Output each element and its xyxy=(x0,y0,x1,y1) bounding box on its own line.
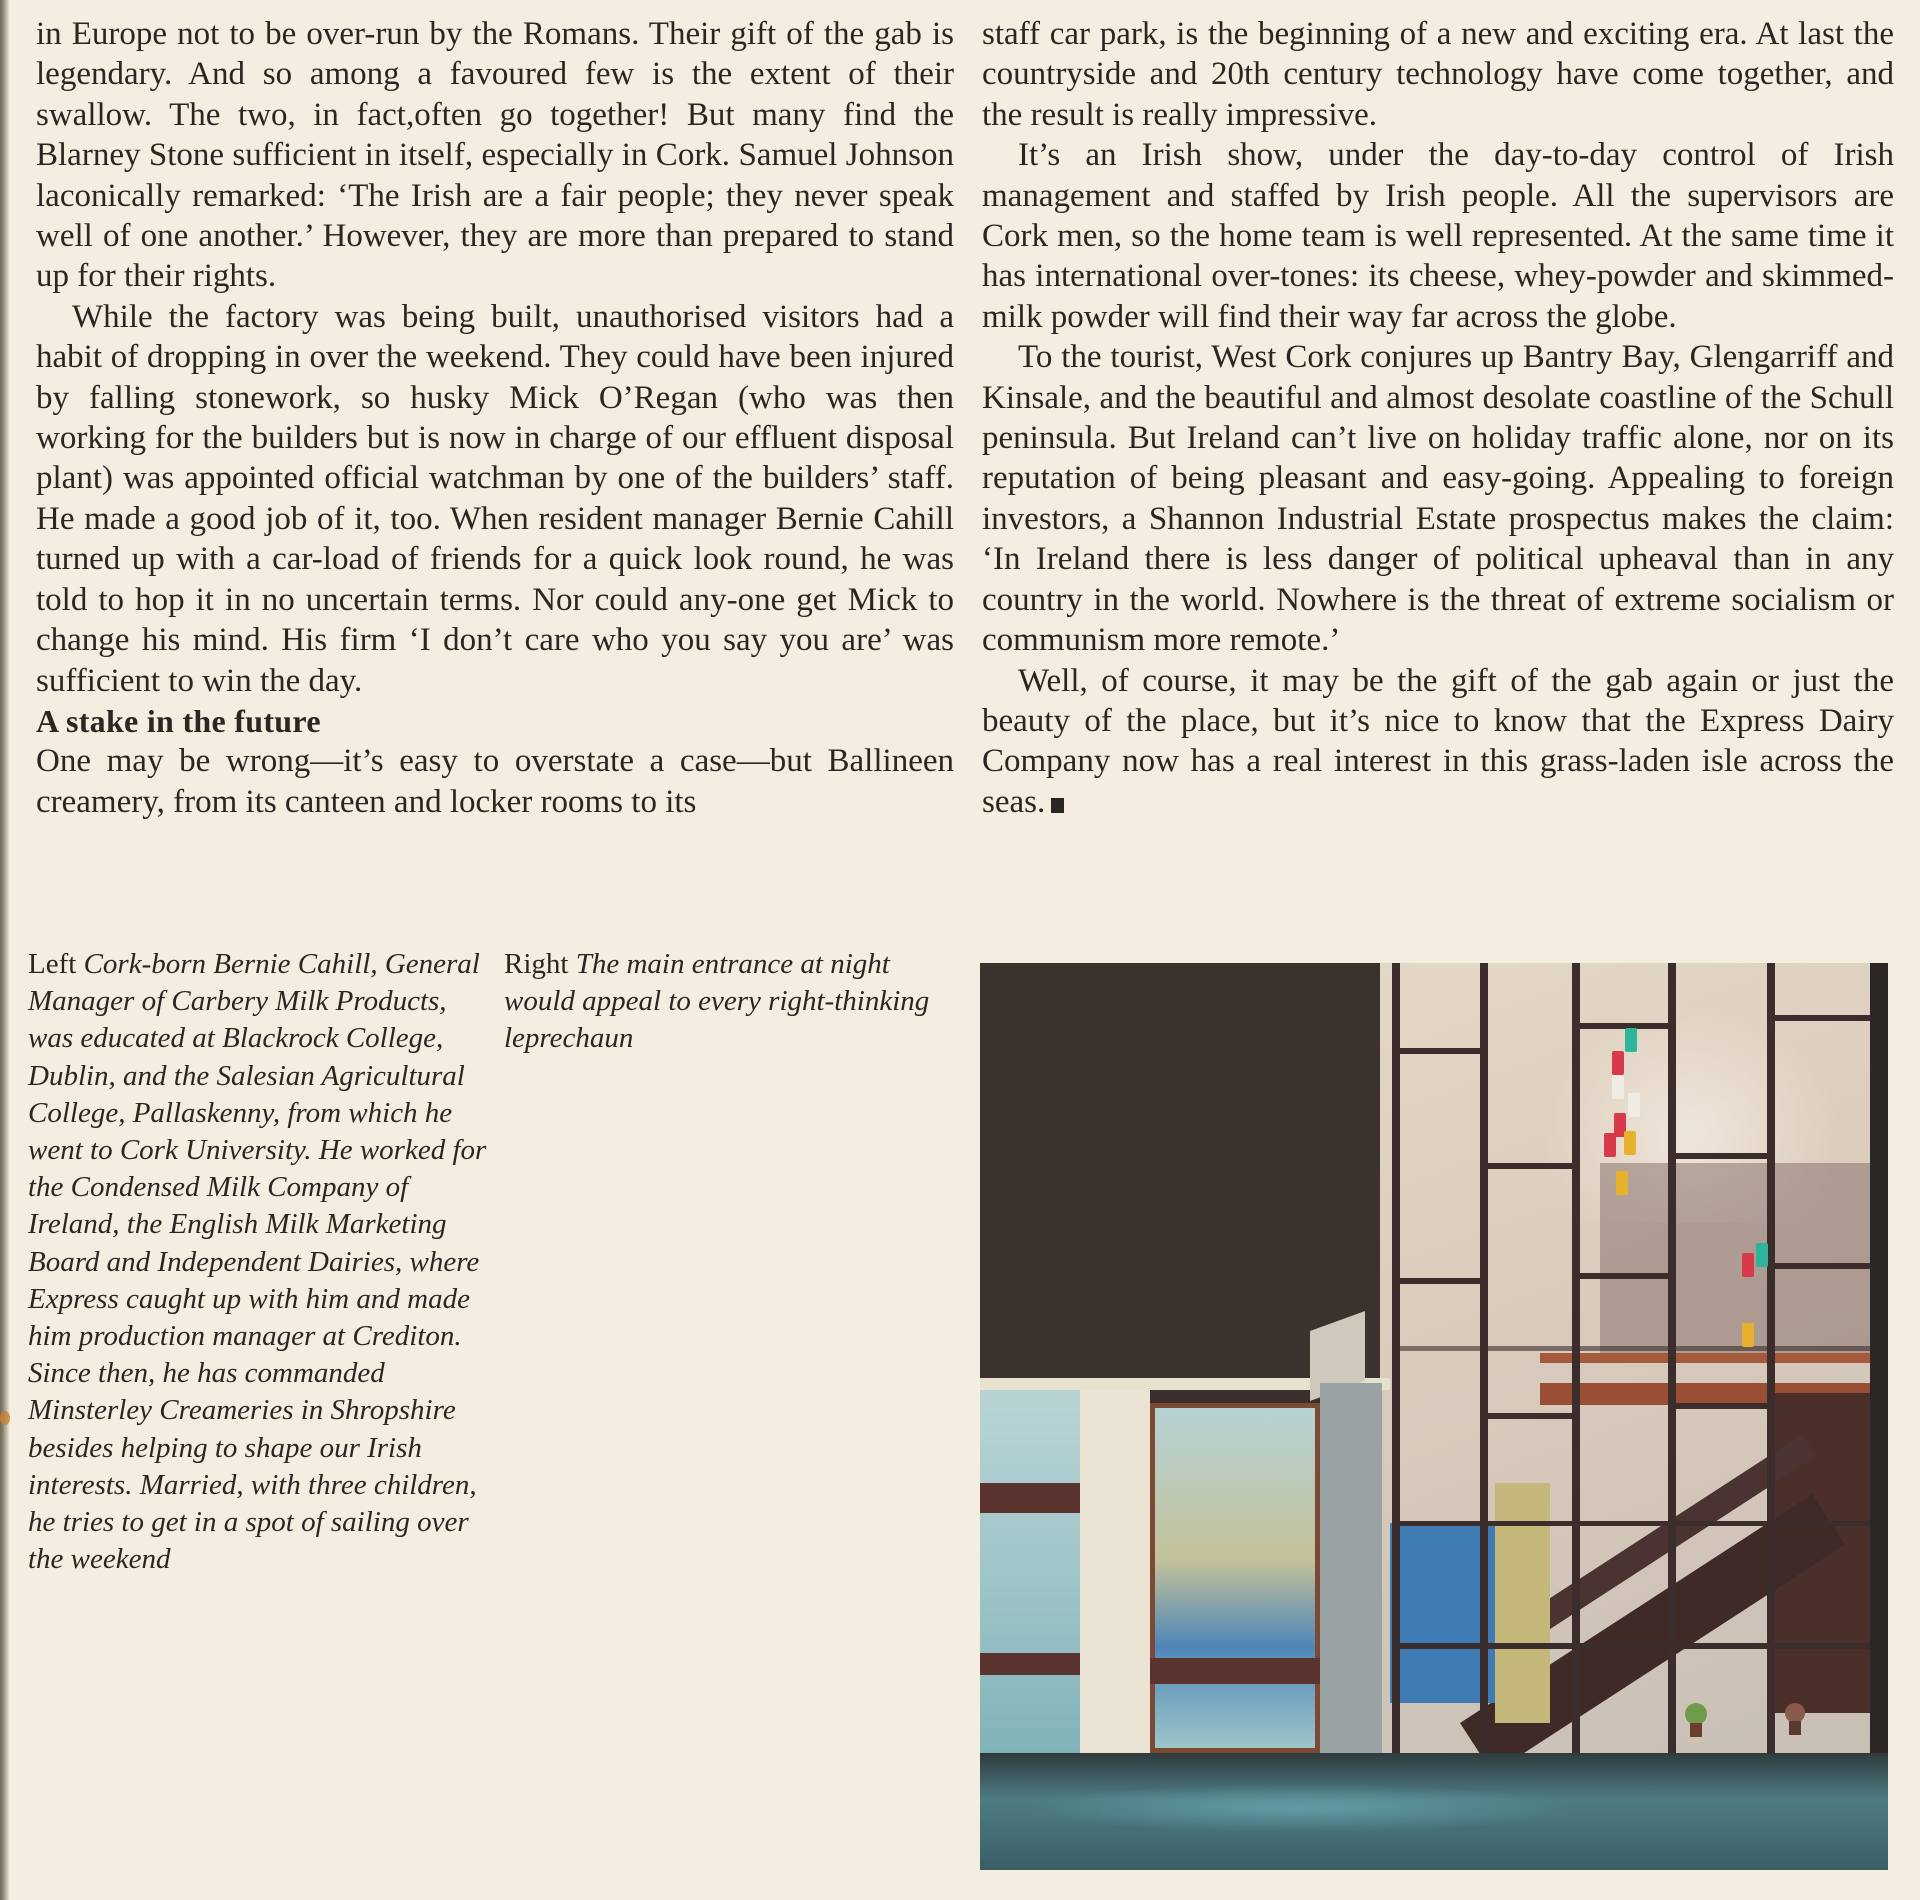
pendant-light xyxy=(1625,1028,1637,1052)
door-rail xyxy=(980,1653,1090,1675)
transom xyxy=(1480,1413,1580,1419)
caption-right xyxy=(504,946,934,1058)
caption-text: The main entrance at night would appeal to every right-thinking leprechaun xyxy=(504,948,930,1055)
yellow-panel xyxy=(1495,1483,1550,1723)
caption-label: Right xyxy=(504,948,569,980)
entrance-doors xyxy=(980,1390,1090,1760)
pendant-light xyxy=(1756,1243,1768,1267)
pendant-light xyxy=(1742,1323,1754,1347)
potted-plant xyxy=(1685,1703,1707,1725)
transom xyxy=(1392,1346,1872,1351)
caption-text: Cork-born Bernie Cahill, General Manager of Carbery Milk Products, was educated at Blackrock College, Dublin, and the Salesian Agricultural College, Pallaskenny, from which he went to Cork University. He worked for the Condensed Milk Company of Ireland, the English Milk Marketing Board and Independent Dairies, where Express caught up with him and made him production manager at Crediton. Since then, he has commanded Minsterley Creameries in Shropshire besides helping to shape our Irish interests. Married, with three children, he tries to get in a spot of sailing over the weekend xyxy=(28,948,487,1576)
end-square-icon xyxy=(1051,798,1064,813)
page-gutter xyxy=(0,0,10,1900)
floor-reflection xyxy=(1020,1783,1580,1833)
section-subheading: A stake in the future xyxy=(36,702,321,739)
transom xyxy=(1392,1048,1488,1054)
transom xyxy=(1668,1403,1768,1409)
entrance-photo xyxy=(980,963,1888,1870)
paragraph: in Europe not to be over-run by the Romans. Their gift of the gab is legendary. And so among a favoured few is the extent of their swallow. The two, in fact,often go together! But many find the Blarney Stone sufficient in itself, especially in Cork. Samuel Johnson laconically remarked: ‘The Irish are a fair people; they never speak well of one another.’ However, they are more than prepared to stand up for their rights. xyxy=(36,16,954,295)
transom xyxy=(1480,1163,1580,1169)
pillar xyxy=(1320,1383,1382,1783)
caption-left xyxy=(28,946,488,1578)
final-paragraph xyxy=(982,661,1894,823)
paper-stain xyxy=(0,1411,10,1425)
paragraph: It’s an Irish show, under the day-to-day control of Irish management and staffed by Irish people. All the supervisors are Cork men, so the home team is well represented. At the same time it has international over-tones: its cheese, whey-powder and skimmed-milk powder will find their way far across the globe. xyxy=(982,137,1894,335)
transom xyxy=(1572,1023,1672,1029)
lobby-window xyxy=(1150,1403,1320,1753)
night-sky xyxy=(980,963,1380,1383)
transom xyxy=(1392,1521,1872,1526)
pendant-light xyxy=(1616,1171,1628,1195)
transom xyxy=(1392,1643,1872,1649)
pillar xyxy=(1080,1390,1150,1780)
transom xyxy=(1767,1015,1877,1021)
paragraph: One may be wrong—it’s easy to overstate a case—but Ballineen creamery, from its canteen and locker rooms to its xyxy=(36,743,954,820)
article-column-right xyxy=(982,14,1894,822)
plant-pot xyxy=(1789,1721,1801,1735)
paragraph-text: Well, of course, it may be the gift of the gab again or just the beauty of the place, but it’s nice to know that the Express Dairy Company now has a real interest in this grass-laden isle across the seas. xyxy=(982,662,1894,820)
paragraph: While the factory was being built, unauthorised visitors had a habit of dropping in over the weekend. They could have been injured by falling stonework, so husky Mick O’Regan (who was then working for the builders but is now in charge of our effluent disposal plant) was appointed official watchman by one of the builders’ staff. He made a good job of it, too. When resident manager Bernie Cahill turned up with a car-load of friends for a quick look round, he was told to hop it in no uncertain terms. Nor could any-one get Mick to change his mind. His firm ‘I don’t care who you say you are’ was sufficient to win the day. xyxy=(36,298,954,699)
door-rail xyxy=(980,1483,1090,1513)
caption-label: Left xyxy=(28,948,77,980)
pendant-light xyxy=(1742,1253,1754,1277)
pendant-light xyxy=(1624,1131,1636,1155)
pendant-light xyxy=(1628,1093,1640,1117)
window-rail xyxy=(1150,1658,1320,1684)
plant-pot xyxy=(1690,1723,1702,1737)
transom xyxy=(1767,1263,1877,1269)
transom xyxy=(1668,1153,1768,1159)
article-column-left xyxy=(36,14,954,822)
pendant-light xyxy=(1604,1133,1616,1157)
paragraph: To the tourist, West Cork conjures up Bantry Bay, Glengarriff and Kinsale, and the beautiful and almost desolate coastline of the Schull peninsula. But Ireland can’t live on holiday traffic alone, nor on its reputation of being pleasant and easy-going. Appealing to foreign investors, a Shannon Industrial Estate prospectus makes the claim: ‘In Ireland there is less danger of political upheaval than in any country in the world. Nowhere is the threat of extreme socialism or communism more remote.’ xyxy=(982,339,1894,659)
pendant-light xyxy=(1612,1075,1624,1099)
paragraph: staff car park, is the beginning of a new and exciting era. At last the countryside and 20th century technology have come together, and the result is really impressive. xyxy=(982,16,1894,133)
pendant-light xyxy=(1612,1051,1624,1075)
potted-plant xyxy=(1785,1703,1805,1723)
transom xyxy=(1392,1278,1488,1284)
balcony-rail xyxy=(1540,1353,1888,1363)
transom xyxy=(1572,1273,1672,1279)
window-frame xyxy=(1870,963,1888,1783)
